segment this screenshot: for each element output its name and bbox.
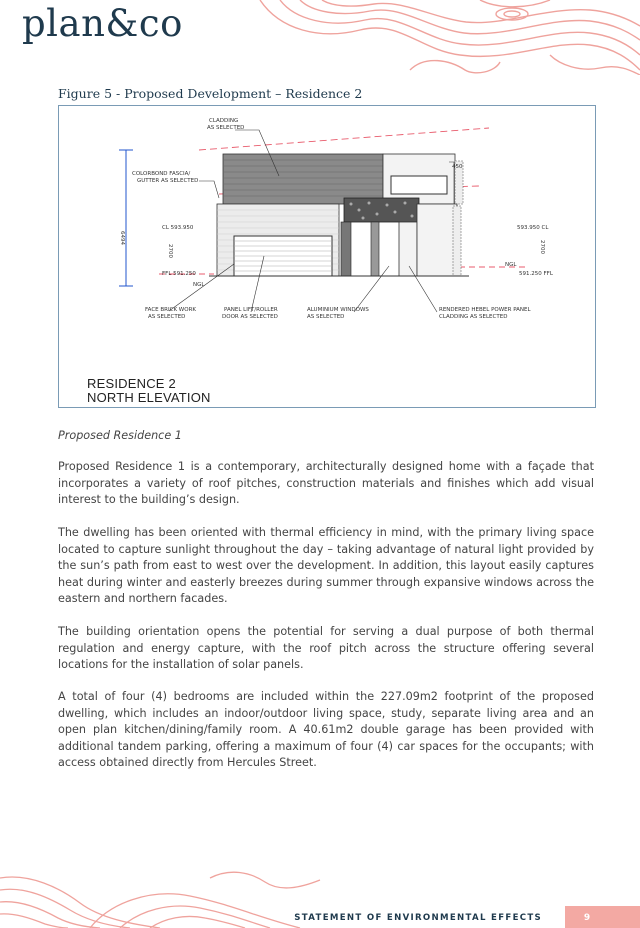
elevation-svg (59, 106, 595, 407)
elevation-drawing (58, 105, 596, 408)
label-cl-left: CL 593.950 (162, 225, 194, 231)
label-cl-right: 593.950 CL (517, 225, 549, 231)
label-panel-lift-2: DOOR AS SELECTED (222, 314, 278, 320)
label-aluminium-2: AS SELECTED (307, 314, 345, 320)
label-ngl-left: NGL (193, 282, 205, 288)
paragraph-1: Proposed Residence 1 is a contemporary, architecturally designed home with a façade that incorporates a variety of roof pitches, construction materials and finishes which add visual interest to the building’s design. (58, 460, 594, 506)
label-dim-2700-right: 2700 (539, 240, 545, 254)
label-cladding-2: AS SELECTED (207, 125, 245, 131)
label-ffl-right: 591.250 FFL (519, 271, 553, 277)
label-colorbond-1: COLORBOND FASCIA/ (132, 171, 191, 177)
paragraph-4: A total of four (4) bedrooms are included within the 227.09m2 footprint of the proposed dwelling, which includes an indoor/outdoor living space, study, separate living area and an open plan kitchen/dining/family room. A 40.61m2 double garage has been provided with additional tandem parking, offering a maximum of four (4) car spaces for the occupants; with access obtained directly from Hercules Street. (58, 690, 594, 769)
plan-and-co-logo: plan&co (22, 2, 183, 45)
page-number: 9 (583, 913, 591, 923)
label-hebel-1: RENDERED HEBEL POWER PANEL (439, 307, 531, 313)
drawing-title-line2: NORTH ELEVATION (87, 390, 211, 405)
label-face-brick-2: AS SELECTED (148, 314, 186, 320)
label-aluminium-1: ALUMINIUM WINDOWS (307, 307, 369, 313)
label-colorbond-2: GUTTER AS SELECTED (137, 178, 199, 184)
topographic-decoration-top (250, 0, 640, 75)
paragraph-3: The building orientation opens the potential for serving a dual purpose of both thermal regulation and energy capture, with the roof pitch across the structure offering several locations for the installation of solar panels. (58, 625, 594, 671)
label-dim-450: 450 (452, 164, 463, 170)
figure-caption: Figure 5 - Proposed Development – Residence 2 (58, 86, 363, 101)
footer-label: STATEMENT OF ENVIRONMENTAL EFFECTS (294, 913, 542, 923)
label-dim-2700-left: 2700 (167, 244, 173, 258)
drawing-title-line1: RESIDENCE 2 (87, 376, 176, 391)
label-ffl-left: FFL 591.250 (162, 271, 196, 277)
label-ngl-right: NGL (505, 262, 517, 268)
label-cladding-1: CLADDING (209, 118, 239, 124)
paragraph-2: The dwelling has been oriented with thermal efficiency in mind, with the primary living space located to capture sunlight throughout the day – taking advantage of natural light provided by the sun’s path from east to west over the development. In addition, this layout easily captures heat during winter and easterly breezes during summer through expansive windows across the eastern and northern facades. (58, 526, 594, 605)
drawing-title (87, 377, 211, 405)
label-dim-6494: 6494 (119, 231, 125, 245)
label-face-brick-1: FACE BRICK WORK (145, 307, 196, 313)
label-hebel-2: CLADDING AS SELECTED (439, 314, 508, 320)
label-panel-lift-1: PANEL LIFT/ROLLER (224, 307, 278, 313)
section-heading: Proposed Residence 1 (58, 429, 182, 442)
